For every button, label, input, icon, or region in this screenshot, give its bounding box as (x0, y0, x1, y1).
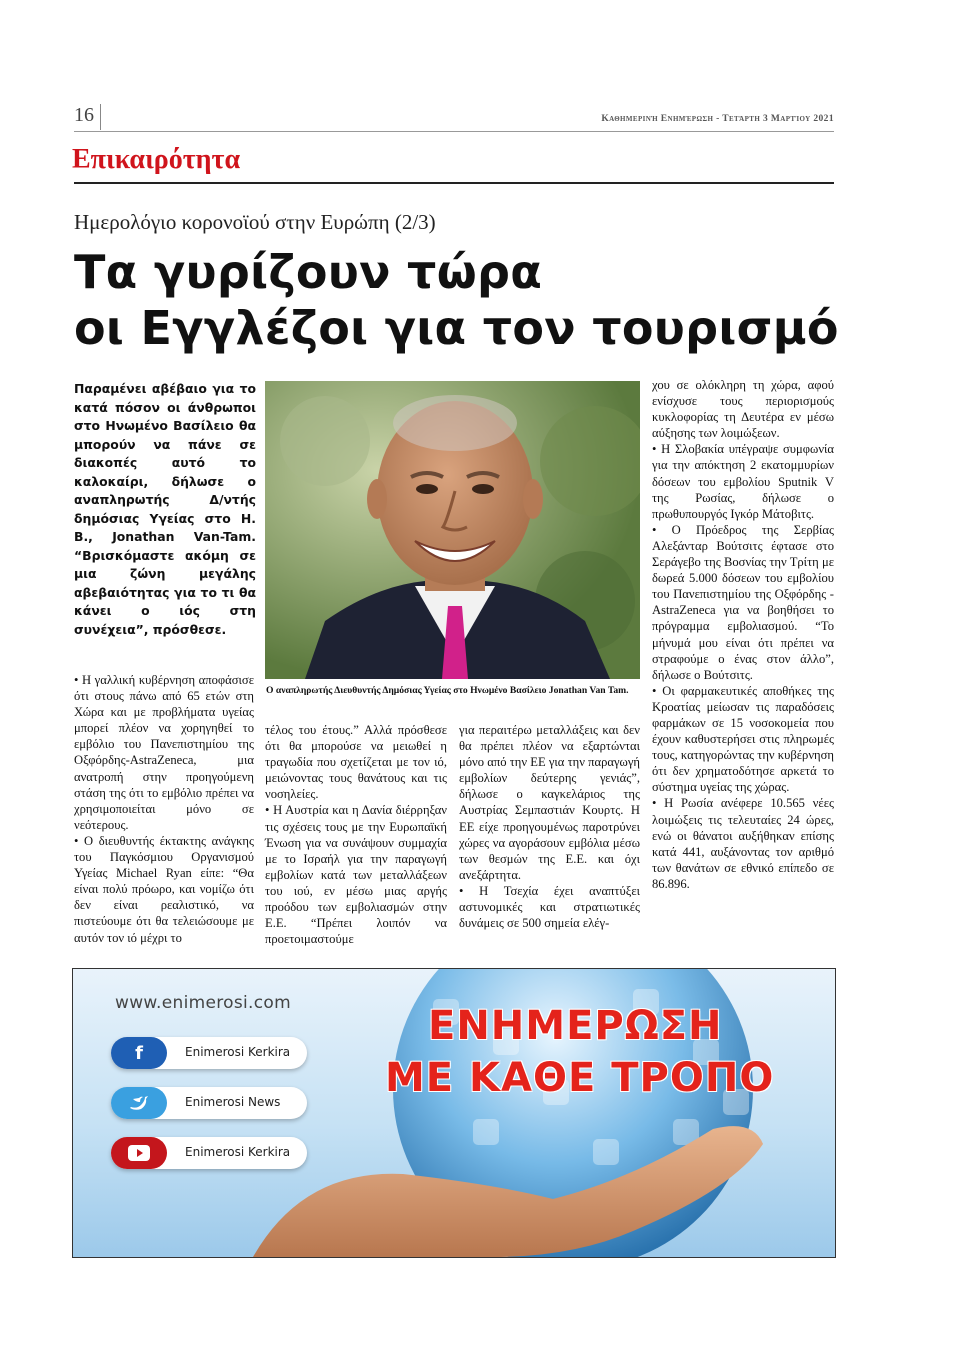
section-rule (74, 182, 834, 184)
youtube-icon (111, 1137, 167, 1169)
article-photo (265, 381, 640, 679)
advertisement-banner[interactable] (72, 968, 836, 1258)
section-title: Επικαιρότητα (72, 144, 241, 175)
paragraph: • Η Σλοβακία υπέγραψε συμφωνία για την απόκτηση 2 εκατομμυρίων δόσεων του εμβολίου Sputnik V της Ρωσίας, δήλωσε ο πρωθυπουργός Ιγκόρ Μάτοβιτς. (652, 442, 834, 521)
social-youtube[interactable] (111, 1137, 307, 1169)
social-label: Enimerosi Kerkira (185, 1145, 291, 1159)
facebook-icon: f (111, 1037, 167, 1069)
paper-dateline: Καθημερινή Ενημέρωση - Τετάρτη 3 Μαρτίου 2021 (601, 114, 834, 124)
paragraph: • Η Τσεχία έχει αναπτύξει αστυνομικές και στρατιωτικές δυνάμεις σε 500 σημεία ελέγ- (459, 883, 640, 931)
article-kicker: Ημερολόγιο κορονοϊού στην Ευρώπη (2/3) (74, 210, 436, 234)
article-headline (74, 244, 854, 356)
headline-line-2: οι Εγγλέζοι για τον τουρισμό (74, 301, 839, 355)
ad-title-line-2: ΜΕ ΚΑΘΕ ΤΡΟΠΟ (385, 1055, 775, 1101)
article-column-3 (459, 722, 640, 931)
social-twitter[interactable] (111, 1087, 307, 1119)
portrait-illustration (265, 381, 640, 679)
twitter-icon (111, 1087, 167, 1119)
paragraph: • Ο διευθυντής έκτακτης ανάγκης του Παγκόσμιου Οργανισμού Υγείας Michael Ryan είπε: “Θα είναι πολύ πρόωρο, και νομίζω ότι δεν είναι ρεαλιστικό, να πιστεύουμε ότι θα τελειώσουμε με αυτόν τον ιό μέχρι το (74, 833, 254, 945)
ad-title-line-1: ΕΝΗΜΕΡΩΣΗ (428, 1003, 723, 1049)
article-column-2 (265, 722, 447, 947)
article-lead: Παραμένει αβέβαιο για το κατά πόσον οι άνθρωποι στο Ηνωμένο Βασίλειο θα μπορούν να πάνε σε διακοπές αυτό το καλοκαίρι, δήλωσε ο αναπληρωτής Δ/ντής δημόσιας Υγείας στο Η. Β., Jonathan Van-Tam. “Βρισκόμαστε ακόμη σε μια ζώνη μεγάλης αβεβαιότητας για το τι θα κάνει ο ιός στη συνέχεια”, πρόσθεσε. (74, 381, 256, 637)
paragraph: τέλος του έτους.” Αλλά πρόσθεσε ότι θα μπορούσε να μειωθεί η τραγωδία που σχετίζεται με τον ιό, μειώνοντας τους θανάτους και τις νοσηλείες. (265, 723, 447, 802)
paragraph: χου σε ολόκληρη τη χώρα, αφού ενίσχυσε τους περιορισμούς κυκλοφορίας τη Δευτέρα εν μέσω αύξησης των λοιμώξεων. (652, 378, 834, 441)
page-number: 16 (74, 104, 94, 126)
paragraph: • Οι φαρμακευτικές αποθήκες της Κροατίας μείωσαν τις παραδόσεις φαρμάκων σε 15 νοσοκομεία που έχουν καθυστερήσει στις πληρωμές τους, κατηγορώντας την κυβέρνηση ότι δεν χρηματοδότησε αρκετά το σύστημα υγείας της χώρας. (652, 683, 834, 795)
header-divider (100, 104, 101, 130)
photo-caption: Ο αναπληρωτής Διευθυντής Δημόσιας Υγείας στο Ηνωμένο Βασίλειο Jonathan Van Tam. (266, 685, 629, 696)
header-rule (74, 131, 834, 132)
paragraph: για περαιτέρω μεταλλάξεις και δεν θα πρέπει πλέον να εξαρτώνται μόνο από την ΕΕ για την παραγωγή εμβολίων δεύτερης γενιάς”, δήλωσε ο καγκελάριος της Αυστρίας Σεμπαστιάν Κουρτς. Η ΕΕ είχε προηγουμένως παροτρύνει χώρες να αγοράσουν εμβόλια μέσω των θεσμών της Ε.Ε. και όχι ανεξάρτητα. (459, 723, 640, 882)
article-column-4 (652, 377, 834, 892)
paragraph: • Ο Πρόεδρος της Σερβίας Αλεξάνταρ Βούτσιτς έφτασε στο Σεράγεβο της Βοσνίας την Τρίτη με δωρεά 5.000 δόσεων του εμβολίου του Πανεπιστημίου της Οξφόρδης - AstraZeneca για να βοηθήσει το πρόγραμμα εμβολιασμού. “Το μήνυμά μου είναι ότι πρέπει να στραφούμε ο ένας στον άλλο”, δήλωσε ο Βούτσιτς. (652, 522, 834, 682)
social-label: Enimerosi Kerkira (185, 1045, 291, 1059)
social-facebook[interactable] (111, 1037, 307, 1069)
paragraph: • Η Ρωσία ανέφερε 10.565 νέες λοιμώξεις τις τελευταίες 24 ώρες, ενώ οι θάνατοι αυξήθηκαν επίσης κατά 441, αυξάνοντας τον αριθμό των θανάτων σε εθνικό επίπεδο σε 86.896. (652, 796, 834, 891)
ad-website-url[interactable]: www.enimerosi.com (115, 993, 291, 1013)
paragraph: • Η γαλλική κυβέρνηση αποφάσισε ότι στους πάνω από 65 ετών στη Χώρα και με προβλήματα υγείας μπορεί πλέον να χορηγηθεί το εμβόλιο του Πανεπιστημίου της Οξφόρδης-AstraZeneca, μια ανατροπή στην προηγούμενη στάση της ότι το εμβόλιο πρέπει να χρησιμοποιείται μόνο σε νεότερους. (74, 673, 254, 832)
social-label: Enimerosi News (185, 1095, 281, 1109)
article-column-1 (74, 672, 254, 946)
paragraph: • Η Αυστρία και η Δανία διέρρηξαν τις σχέσεις τους με την Ευρωπαϊκή Ένωση για να συνάψουν συμμαχία με το Ισραήλ για την παραγωγή εμβολίων κατά των μεταλλάξεων του ιού, εν μέσω μιας αργής προόδου των εμβολιασμών στην Ε.Ε. “Πρέπει λοιπόν να προετοιμαστούμε (265, 803, 447, 947)
headline-line-1: Τα γυρίζουν τώρα (74, 245, 543, 299)
